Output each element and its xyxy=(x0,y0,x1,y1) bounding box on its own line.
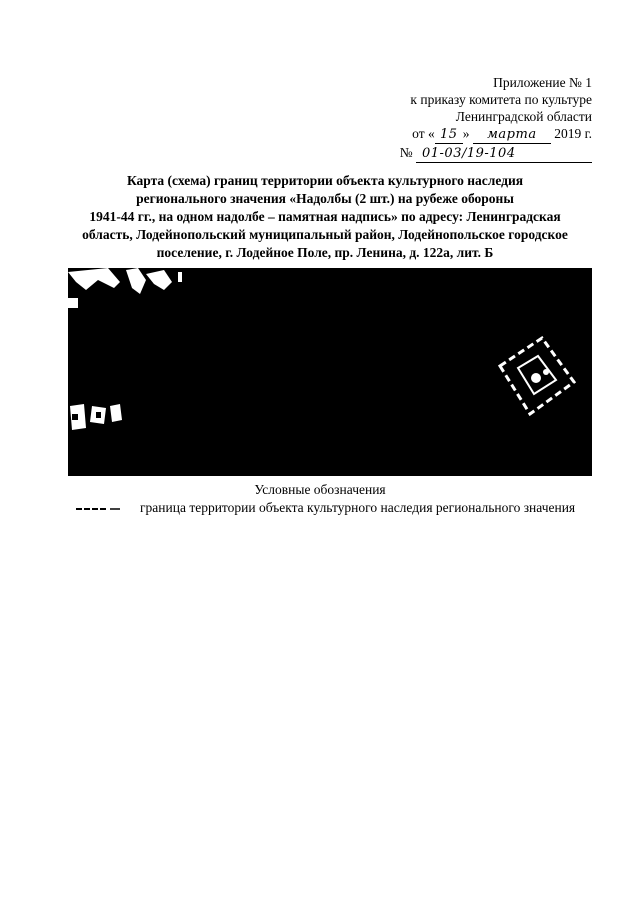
appendix-date-line xyxy=(400,125,592,144)
title-line-1: Карта (схема) границ территории объекта культурного наследия xyxy=(126,173,524,188)
date-day-handwritten: 15 xyxy=(435,126,463,144)
appendix-number-line xyxy=(400,144,592,163)
map-drawing xyxy=(68,268,592,476)
appendix-block xyxy=(400,74,592,163)
appendix-region: Ленинградской области xyxy=(455,109,592,124)
appendix-title: Приложение № 1 xyxy=(493,75,592,90)
nadolb-object-2 xyxy=(543,369,549,375)
boundary-line-icon xyxy=(76,504,124,512)
date-prefix: от « xyxy=(412,126,435,141)
legend-title: Условные обозначения xyxy=(254,482,386,497)
legend-item-label: граница территории объекта культурного наследия регионального значения xyxy=(140,500,576,515)
document-title xyxy=(60,172,590,262)
map-top-features xyxy=(68,268,182,308)
title-line-2: регионального значения «Надолбы (2 шт.) на рубеже обороны xyxy=(136,191,514,206)
title-line-3: 1941-44 гг., на одном надолбе – памятная надпись» по адресу: Ленинградская xyxy=(89,209,561,224)
appendix-order-ref: к приказу комитета по культуре xyxy=(410,92,592,107)
number-handwritten: 01-03/19-104 xyxy=(416,145,592,163)
map-scheme xyxy=(68,268,592,476)
date-mid: » xyxy=(462,126,470,141)
date-month-handwritten: марта xyxy=(473,126,551,144)
nadolb-object-1 xyxy=(531,373,541,383)
title-line-4: область, Лодейнопольский муниципальный район, Лодейнопольское городское xyxy=(82,227,568,242)
number-label: № xyxy=(399,145,413,160)
date-year: 2019 г. xyxy=(554,126,592,141)
legend-item-boundary xyxy=(76,500,575,516)
title-line-5: поселение, г. Лодейное Поле, пр. Ленина, д. 122а, лит. Б xyxy=(156,245,494,260)
map-left-structures xyxy=(70,404,122,430)
territory-boundary xyxy=(500,338,574,414)
